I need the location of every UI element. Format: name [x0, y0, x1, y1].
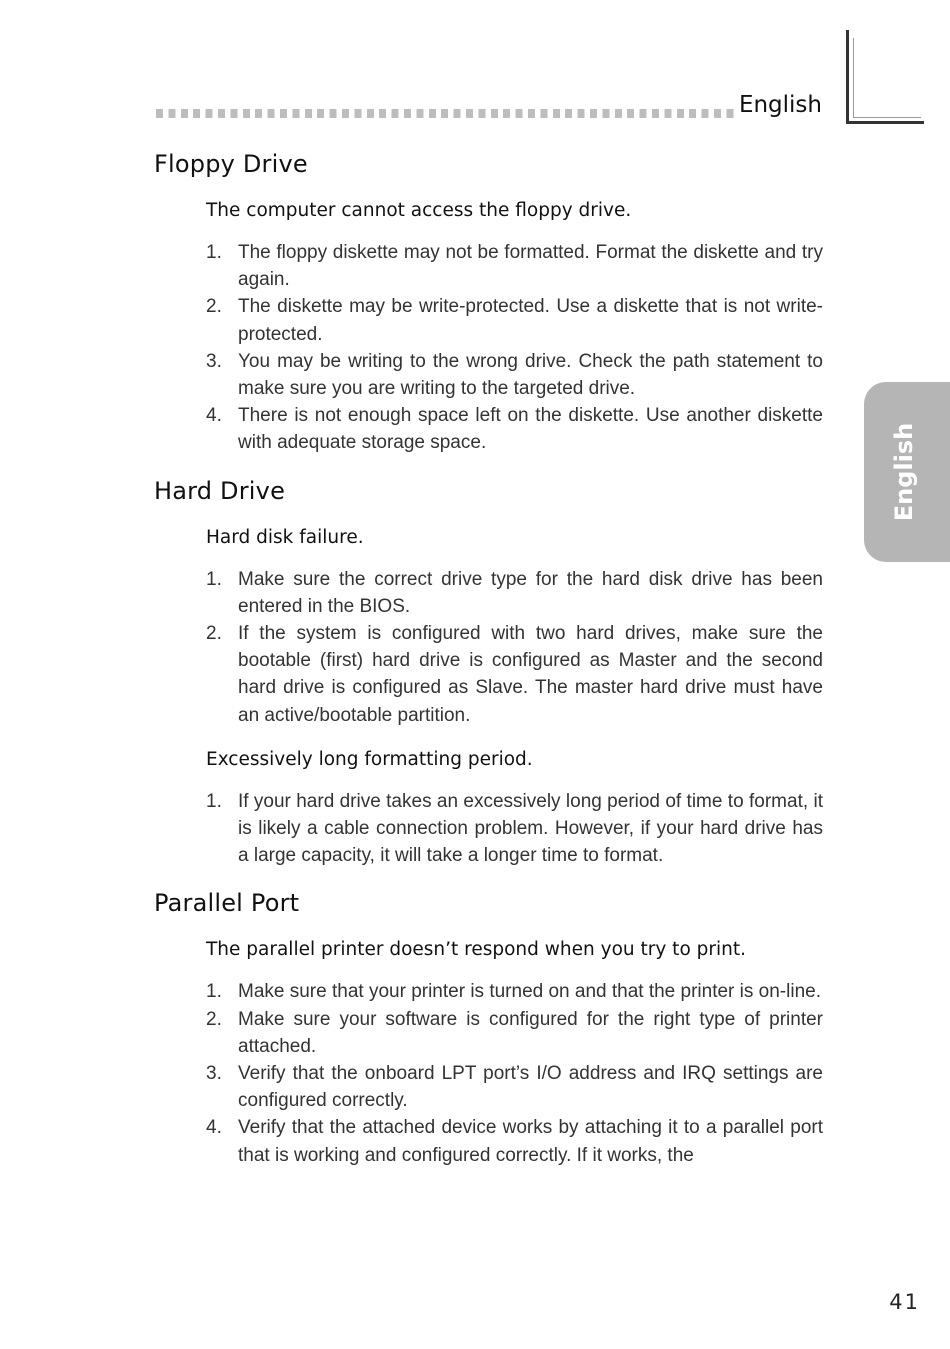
- crop-mark-horizontal-inner: [853, 117, 921, 118]
- page-number: 41: [889, 1290, 920, 1314]
- crop-mark-horizontal: [846, 121, 924, 124]
- section-title-floppy-drive: Floppy Drive: [154, 150, 308, 178]
- page-content: [154, 148, 823, 1169]
- list-item: 4. Verify that the attached device works by attaching it to a parallel port that is working and configured correctly. If it works, the: [206, 1117, 823, 1166]
- list-item: 1. If your hard drive takes an excessively long period of time to format, it is likely a cable connection problem. However, if your hard drive has a large capacity, it will take a longer time to format.: [206, 790, 823, 867]
- list-item: 1. Make sure that your printer is turned on and that the printer is on-line.: [206, 981, 821, 1003]
- list-item: 3. You may be writing to the wrong drive. Check the path statement to make sure you are writing to the targeted drive.: [206, 350, 823, 400]
- side-language-tab: [864, 382, 950, 562]
- subheading-hard-failure: Hard disk failure.: [206, 526, 364, 548]
- list-item: 2. If the system is configured with two hard drives, make sure the bootable (first) hard drive is configured as Master and the second hard drive is configured as Slave. The master hard drive must have an active/bootable partition.: [206, 623, 823, 726]
- list-hard-failure: [154, 566, 823, 729]
- list-item: 2. The diskette may be write-protected. Use a diskette that is not write-protected.: [206, 296, 823, 345]
- list-parallel-printer: [154, 978, 823, 1168]
- side-tab-label: English: [890, 422, 918, 522]
- header-dotted-rule: [156, 109, 734, 118]
- subheading-hard-formatting: Excessively long formatting period.: [206, 748, 533, 770]
- section-title-hard-drive: Hard Drive: [154, 476, 286, 505]
- list-item: 2. Make sure your software is configured for the right type of printer attached.: [206, 1008, 823, 1057]
- list-item: 1. The floppy diskette may not be formatted. Format the diskette and try again.: [206, 242, 823, 291]
- list-item: 3. Verify that the onboard LPT port’s I/O address and IRQ settings are configured correctly.: [206, 1063, 823, 1112]
- header-language-label: English: [738, 92, 822, 118]
- list-hard-formatting: [154, 788, 823, 870]
- subheading-floppy-access: The computer cannot access the floppy drive.: [206, 200, 632, 221]
- subheading-parallel-printer: The parallel printer doesn’t respond when you try to print.: [206, 939, 746, 961]
- list-item: 1. Make sure the correct drive type for the hard disk drive has been entered in the BIOS.: [206, 568, 823, 617]
- list-floppy-access: [154, 239, 823, 457]
- section-title-parallel-port: Parallel Port: [154, 889, 300, 918]
- list-item: 4. There is not enough space left on the diskette. Use another diskette with adequate storage space.: [206, 405, 823, 454]
- crop-mark-vertical-inner: [853, 38, 854, 118]
- crop-mark-vertical: [846, 30, 849, 124]
